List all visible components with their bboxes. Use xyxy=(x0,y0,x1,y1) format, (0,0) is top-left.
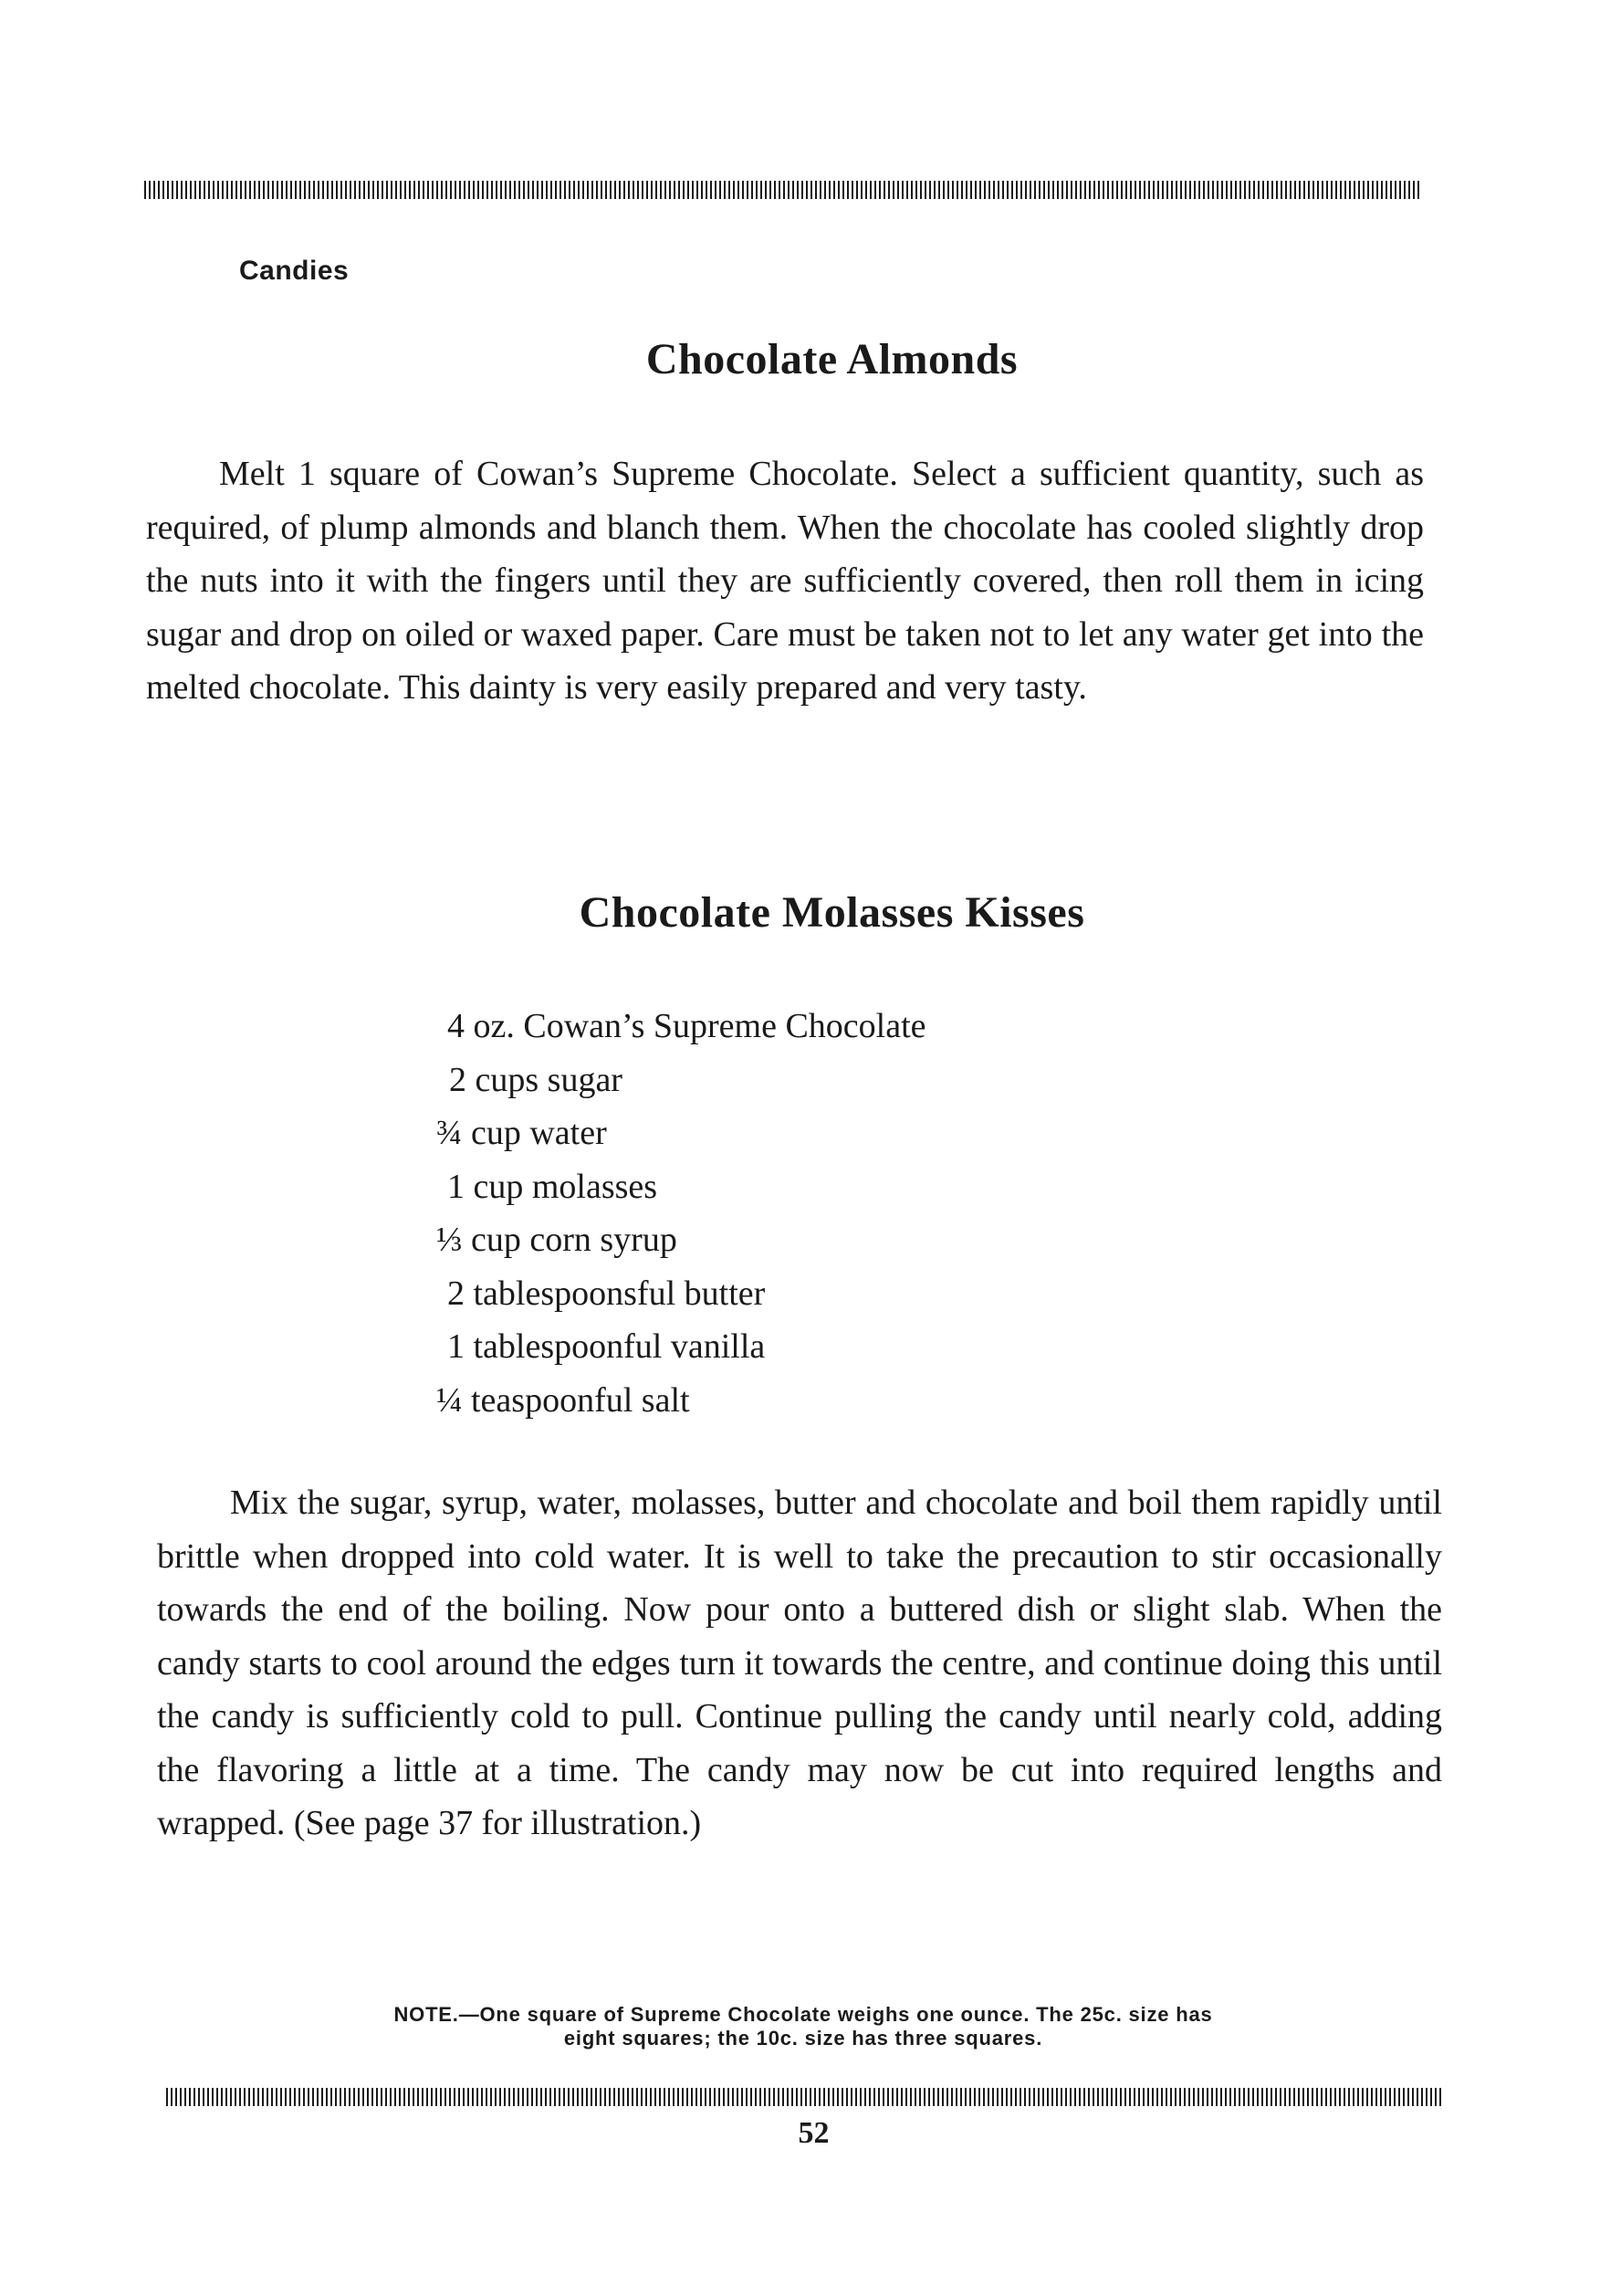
footnote xyxy=(256,2003,1351,2050)
page-number: 52 xyxy=(798,2116,830,2150)
ingredient-item: 2 cups sugar xyxy=(449,1060,622,1099)
ingredient-item: ¾ cup water xyxy=(436,1114,607,1152)
section-label: Candies xyxy=(239,256,350,286)
recipe-title-chocolate-molasses-kisses: Chocolate Molasses Kisses xyxy=(579,888,1085,937)
footnote-line: NOTE.—One square of Supreme Chocolate weighs one ounce. The 25c. size has xyxy=(393,2003,1213,2026)
ingredient-item: 2 tablespoonsful butter xyxy=(447,1274,766,1313)
ingredient-item: ⅓ cup corn syrup xyxy=(436,1221,677,1259)
recipe-instructions-chocolate-molasses-kisses xyxy=(157,1476,1442,1850)
instructions-text: Melt 1 square of Cowan’s Supreme Chocolate. Select a sufficient quantity, such as required, of plump almonds and blanch them. When the chocolate has cooled slightly drop the nuts into it with the fingers until they are sufficiently covered, then roll them in icing sugar and drop on oiled or waxed paper. Care must be taken not to let any water get into the melted chocolate. This dainty is very easily prepared and very tasty. xyxy=(146,455,1424,707)
ingredient-item: 1 tablespoonful vanilla xyxy=(447,1327,766,1366)
ingredient-list xyxy=(436,1000,926,1427)
instructions-text: Mix the sugar, syrup, water, molasses, butter and chocolate and boil them rapidly until brittle when dropped into cold water. It is well to take the precaution to stir occasionally towards the end of the boiling. Now pour onto a buttered dish or slight slab. When the candy starts to cool around the edges turn it towards the centre, and continue doing this until the candy is sufficiently cold to pull. Continue pulling the candy until nearly cold, adding the flavoring a little at a time. The candy may now be cut into required lengths and wrapped. (See page 37 for illustration.) xyxy=(157,1483,1442,1842)
ingredient-item: ¼ teaspoonful salt xyxy=(436,1380,690,1420)
footnote-line: eight squares; the 10c. size has three squares. xyxy=(563,2027,1043,2050)
top-decorative-rule xyxy=(144,181,1420,199)
ingredient-item: 1 cup molasses xyxy=(447,1167,658,1206)
ingredient-item: 4 oz. Cowan’s Supreme Chocolate xyxy=(447,1007,926,1045)
bottom-decorative-rule xyxy=(166,2088,1442,2106)
recipe-title-chocolate-almonds: Chocolate Almonds xyxy=(645,335,1019,383)
recipe-instructions-chocolate-almonds xyxy=(146,447,1424,715)
